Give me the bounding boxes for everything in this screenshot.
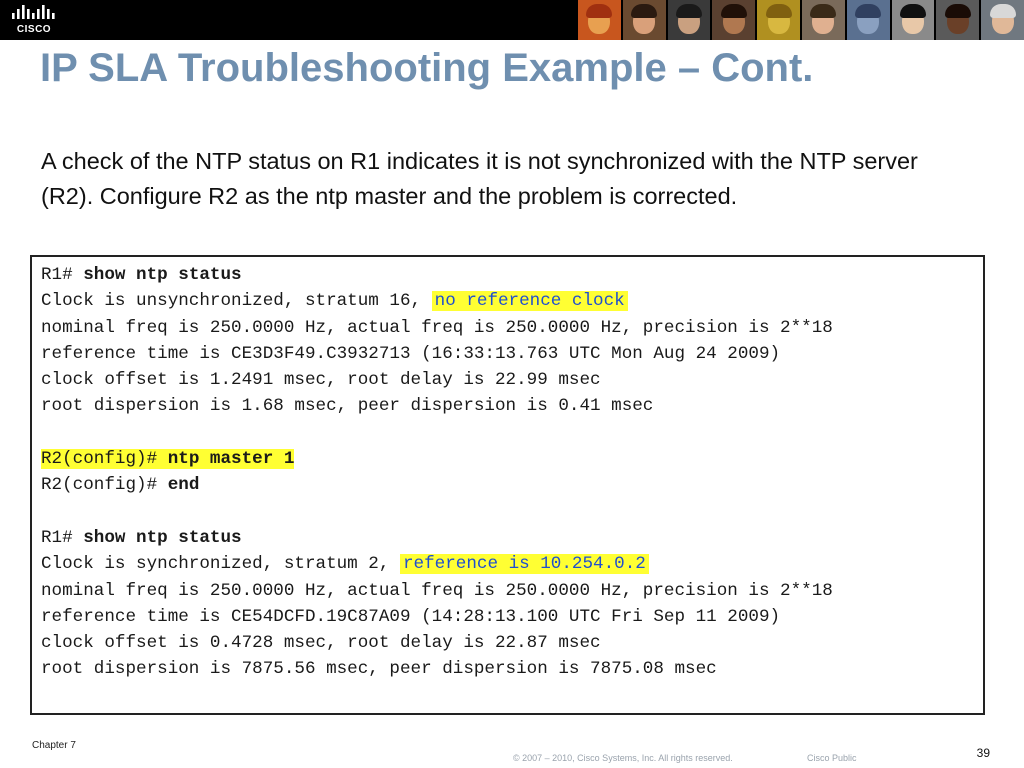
slide-title: IP SLA Troubleshooting Example – Cont.: [40, 46, 814, 90]
cli-line-clock-status-1: [41, 288, 981, 314]
highlight-reference-address: reference is 10.254.0.2: [400, 554, 649, 574]
cli-output-box: [30, 255, 985, 715]
photo-man-suit: [668, 0, 711, 40]
photo-man-cap: [981, 0, 1024, 40]
cli-line-dispersion-1: root dispersion is 1.68 msec, peer dispersion is 0.41 msec: [41, 396, 654, 417]
photo-hair: [766, 4, 792, 18]
cli-command: ntp master 1: [167, 449, 295, 470]
cli-line-offset-1: clock offset is 1.2491 msec, root delay is 22.99 msec: [41, 370, 601, 391]
cli-text: Clock is synchronized, stratum 2,: [41, 554, 400, 575]
cli-blank-line: [41, 499, 981, 525]
cli-line-clock-status-2: [41, 551, 981, 577]
cli-line-ref-time-1: reference time is CE3D3F49.C3932713 (16:33:13.763 UTC Mon Aug 24 2009): [41, 343, 781, 364]
cli-line-freq-2: nominal freq is 250.0000 Hz, actual freq is 250.0000 Hz, precision is 2**18: [41, 580, 833, 601]
cli-output: [41, 262, 981, 683]
cli-line-freq-1: nominal freq is 250.0000 Hz, actual freq is 250.0000 Hz, precision is 2**18: [41, 317, 833, 338]
cli-prompt: R1#: [41, 265, 84, 285]
photo-woman-portrait: [802, 0, 845, 40]
header-photo-strip: [578, 0, 1024, 40]
page-number: 39: [976, 746, 990, 760]
photo-abstract-orange: [578, 0, 621, 40]
cli-prompt: R2(config)#: [41, 449, 168, 470]
cli-line-offset-2: clock offset is 0.4728 msec, root delay is 22.87 msec: [41, 633, 601, 654]
cli-line-show-status-1: [41, 262, 981, 288]
cli-command: show ntp status: [83, 265, 242, 285]
footer-copyright: © 2007 – 2010, Cisco Systems, Inc. All rights reserved.: [513, 753, 733, 763]
logo-wordmark: CISCO: [16, 24, 52, 35]
photo-hair: [990, 4, 1016, 18]
footer-classification: Cisco Public: [807, 753, 857, 763]
cli-command: show ntp status: [83, 527, 242, 548]
cli-text: Clock is unsynchronized, stratum 16,: [41, 291, 432, 312]
header-banner: [0, 0, 1024, 40]
cli-line-show-status-2: [41, 525, 981, 551]
photo-abstract-yellow: [757, 0, 800, 40]
photo-man-dark: [936, 0, 979, 40]
photo-woman-smiling: [623, 0, 666, 40]
highlight-ntp-master: [41, 449, 294, 469]
photo-abstract-blue: [847, 0, 890, 40]
cli-line-ntp-master: [41, 446, 981, 472]
photo-hair: [586, 4, 612, 18]
cli-prompt: R1#: [41, 527, 84, 548]
photo-hair: [810, 4, 836, 18]
photo-hair: [631, 4, 657, 18]
photo-hair: [900, 4, 926, 18]
photo-hair: [855, 4, 881, 18]
intro-paragraph: A check of the NTP status on R1 indicates it is not synchronized with the NTP server (R2). Configure R2 as the ntp master and the problem is corrected.: [41, 148, 918, 209]
cli-line-end: [41, 472, 981, 498]
cli-prompt: R2(config)#: [41, 475, 168, 496]
photo-woman-asian: [892, 0, 935, 40]
photo-man-smiling: [712, 0, 755, 40]
cisco-logo: [6, 3, 62, 37]
photo-hair: [721, 4, 747, 18]
photo-hair: [676, 4, 702, 18]
footer-chapter: Chapter 7: [32, 740, 76, 751]
cli-line-dispersion-2: root dispersion is 7875.56 msec, peer dispersion is 7875.08 msec: [41, 659, 717, 680]
cli-line-ref-time-2: reference time is CE54DCFD.19C87A09 (14:28:13.100 UTC Fri Sep 11 2009): [41, 606, 781, 627]
cli-blank-line: [41, 420, 981, 446]
highlight-no-reference-clock: no reference clock: [432, 291, 628, 311]
cli-command: end: [167, 475, 200, 496]
photo-hair: [945, 4, 971, 18]
